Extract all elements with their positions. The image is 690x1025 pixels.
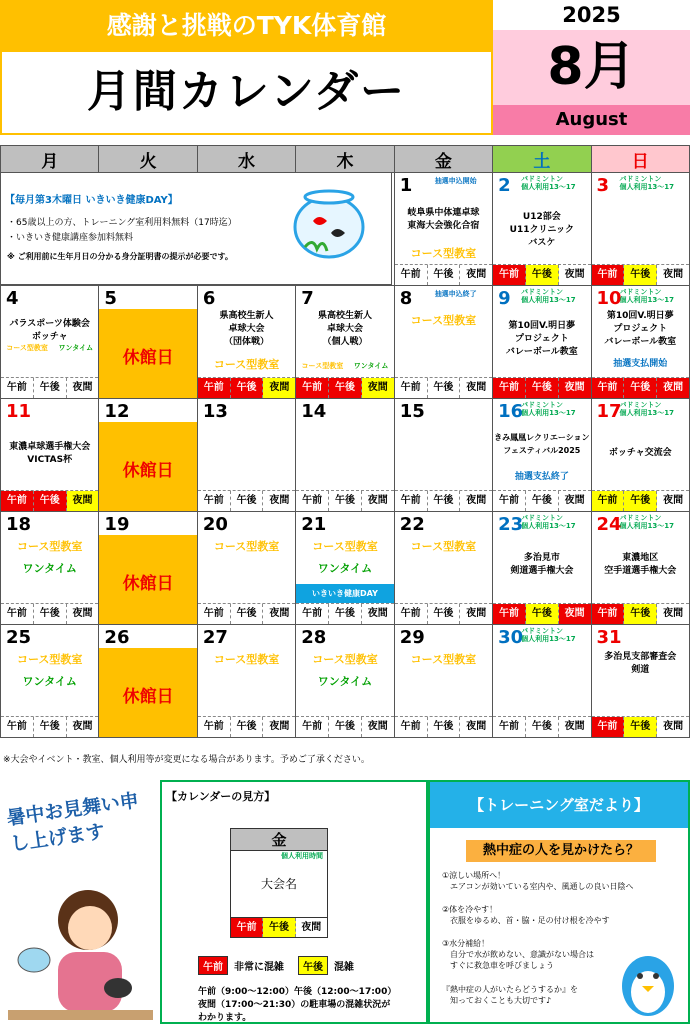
day-event: 多治見支部審査会 剣道: [604, 652, 677, 675]
weekday-sun: 日: [591, 146, 689, 173]
day-number: 16: [498, 401, 524, 422]
day-event: 東濃地区 空手道選手権大会: [604, 553, 677, 576]
slot-am: 午前: [493, 717, 526, 737]
day-25[interactable]: [1, 625, 99, 738]
day-18[interactable]: [1, 512, 99, 625]
day-note: バドミントン 個人利用13～17: [619, 401, 675, 417]
closed-label: 休館日: [99, 535, 196, 624]
slot-night: 夜間: [564, 269, 585, 280]
day-6[interactable]: [197, 286, 295, 399]
payment-note: 抽選支払終了: [514, 472, 569, 482]
legend-kind: 個人利用時間: [281, 852, 323, 860]
slot-am: 午前: [198, 717, 231, 737]
slot-night: 夜間: [72, 721, 93, 732]
header: [0, 0, 690, 135]
intro-line-1: ・65歳以上の方、トレーニング室利用料無料（17時迄）: [7, 218, 237, 228]
slot-am: 午前: [296, 604, 329, 624]
greeting-text: 暑中お見舞い申し上げます: [5, 789, 141, 856]
slot-pm: 午後: [428, 717, 461, 737]
week-3: [1, 399, 690, 512]
day-8[interactable]: [394, 286, 492, 399]
disclaimer: ※大会やイベント・教室、個人利用等が変更になる場合があります。予めご了承ください。: [3, 755, 370, 765]
day-number: 1: [399, 175, 413, 196]
training-title: 【トレーニング室だより】: [430, 782, 688, 828]
day-number: 30: [498, 627, 524, 648]
slot-night: 夜間: [657, 378, 689, 398]
slots: [395, 264, 492, 285]
slot-pm: 午後: [624, 717, 657, 737]
weekday-thu: 木: [296, 146, 394, 173]
slot-am: 午前: [198, 491, 231, 511]
brand-title: 感謝と挑戦のTYK体育館: [0, 0, 493, 52]
day-number: 9: [498, 288, 511, 309]
slot-night: 夜間: [72, 382, 93, 393]
day-number: 4: [6, 288, 19, 309]
day-number: 15: [399, 401, 425, 422]
closed-label: 休館日: [99, 422, 196, 511]
training-news: [428, 780, 690, 1024]
legend-yellow-text: 混雑: [334, 962, 354, 973]
legend-sample-cell: [230, 828, 328, 938]
legend-key: [198, 956, 354, 975]
day-number: 21: [301, 514, 327, 535]
penguin-icon: [616, 942, 680, 1020]
day-11[interactable]: [1, 399, 99, 512]
onetime-class: ワンタイム: [317, 675, 373, 688]
day-number: 11: [6, 401, 32, 422]
day-event: 第10回V.明日夢 プロジェクト バレーボール教室: [505, 321, 578, 357]
day-number: 7: [301, 288, 314, 309]
day-12[interactable]: [99, 399, 197, 512]
day-note: バドミントン 個人利用13～17: [619, 288, 675, 304]
day-16[interactable]: [493, 399, 591, 512]
calendar-title: 月間カレンダー: [0, 52, 493, 135]
slot-am: 午前: [395, 265, 428, 285]
slot-pm: 午後: [231, 717, 264, 737]
day-number: 18: [6, 514, 32, 535]
day-event: 県高校生新人 卓球大会 （団体戦）: [219, 311, 274, 347]
day-number: 14: [301, 401, 327, 422]
slot-pm: 午後: [526, 491, 559, 511]
slot-pm: 午後: [329, 378, 362, 398]
course-class: コース型教室: [410, 540, 477, 553]
day-14[interactable]: [296, 399, 394, 512]
day-number: 19: [104, 514, 130, 535]
day-27[interactable]: [197, 625, 295, 738]
day-number: 24: [596, 514, 622, 535]
day-13[interactable]: [197, 399, 295, 512]
day-note: バドミントン 個人利用13～17: [521, 514, 576, 530]
day-event: パラスポーツ体験会 ボッチャ: [9, 319, 90, 342]
slot-night: 夜間: [663, 495, 684, 506]
course-class: コース型教室: [410, 247, 477, 260]
weekday-header: [1, 146, 690, 173]
day-number: 25: [6, 627, 32, 648]
day-event: 岐阜県中体連卓球 東海大会強化合宿: [407, 208, 480, 231]
slot-night: 夜間: [564, 721, 585, 732]
intro-title: 【毎月第3木曜日 いきいき健康DAY】: [5, 195, 178, 206]
slot-night: 夜間: [564, 495, 585, 506]
slot-night: 夜間: [362, 378, 394, 398]
goldfish-bowl-icon: [291, 181, 367, 261]
slot-pm: 午後: [34, 491, 67, 511]
legend-title: 【カレンダーの見方】: [166, 790, 276, 803]
slot-night: 夜間: [466, 269, 487, 280]
legend-slot-pm: 午後: [263, 918, 295, 937]
day-course: コース型教室: [6, 344, 48, 352]
onetime-class: ワンタイム: [22, 562, 77, 575]
slot-am: 午前: [592, 265, 625, 285]
slot-pm: 午後: [428, 265, 461, 285]
onetime-class: ワンタイム: [317, 562, 373, 575]
slot-am: 午前: [493, 265, 526, 285]
day-note: バドミントン 個人利用13～17: [619, 514, 675, 530]
slot-pm: 午後: [526, 604, 559, 624]
day-number: 23: [498, 514, 524, 535]
weekday-fri: 金: [394, 146, 492, 173]
day-number: 5: [104, 288, 117, 309]
day-event: 県高校生新人 卓球大会 （個人戦）: [317, 311, 372, 347]
slot-am: 午前: [198, 378, 231, 398]
day-number: 10: [596, 288, 622, 309]
day-note: バドミントン 個人利用13～17: [521, 288, 576, 304]
slot-night: 夜間: [466, 495, 487, 506]
slot-night: 夜間: [663, 269, 684, 280]
slot-am: 午前: [592, 491, 625, 511]
day-10[interactable]: [591, 286, 689, 399]
day-24[interactable]: [591, 512, 689, 625]
day-23[interactable]: [493, 512, 591, 625]
course-class: コース型教室: [16, 540, 83, 553]
week-2: [1, 286, 690, 399]
slot-pm: 午後: [231, 604, 264, 624]
day-number: 20: [202, 514, 228, 535]
slot-night: 夜間: [72, 608, 93, 619]
day-note: バドミントン 個人利用13～17: [521, 627, 576, 643]
slot-am: 午前: [395, 717, 428, 737]
slot-pm: 午後: [231, 491, 264, 511]
course-class: コース型教室: [213, 653, 280, 666]
slot-am: 午前: [1, 717, 34, 737]
day-note: バドミントン 個人利用13～17: [619, 175, 675, 191]
day-event: 第10回V.明日夢 プロジェクト バレーボール教室: [604, 311, 677, 347]
slot-pm: 午後: [624, 265, 657, 285]
slot-pm: 午後: [428, 604, 461, 624]
day-course: コース型教室: [301, 362, 344, 370]
day-note: バドミントン 個人利用13～17: [521, 401, 576, 417]
summer-greeting: [0, 780, 160, 1024]
slot-pm: 午後: [329, 604, 362, 624]
weekday-tue: 火: [99, 146, 197, 173]
day-number: 28: [301, 627, 327, 648]
day-number: 6: [202, 288, 216, 309]
training-subtitle: 熱中症の人を見かけたら？: [466, 840, 656, 862]
slot-night: 夜間: [67, 491, 99, 511]
weekday-wed: 水: [197, 146, 295, 173]
legend-slot-night: 夜間: [301, 922, 322, 933]
slot-am: 午前: [296, 491, 329, 511]
slot-night: 夜間: [559, 378, 591, 398]
onetime-class: ワンタイム: [22, 675, 77, 688]
legend-red-text: 非常に混雑: [234, 962, 284, 973]
day-21[interactable]: [296, 512, 394, 625]
day-note: バドミントン 個人利用13～17: [521, 175, 576, 191]
day-9[interactable]: [493, 286, 591, 399]
slot-pm: 午後: [624, 491, 657, 511]
slot-night: 夜間: [663, 721, 684, 732]
day-number: 17: [596, 401, 622, 422]
legend-explanation: 午前（9:00～12:00）午後（12:00～17:00） 夜間（17:00～21:30）の駐車場の混雑状況が わかります。: [198, 987, 397, 1023]
day-number: 12: [104, 401, 130, 422]
legend-day: 金: [231, 829, 327, 851]
day-number: 13: [202, 401, 228, 422]
day-31[interactable]: [591, 625, 689, 738]
tip-2: ②体を冷やす！ 衣服をゆるめ、首・脇・足の付け根を冷やす: [442, 905, 610, 925]
day-event: ボッチャ交流会: [608, 448, 672, 458]
slot-am: 午前: [592, 717, 625, 737]
tip-1: ①涼しい場所へ！ エアコンが効いている室内や、風通しの良い日陰へ: [442, 871, 634, 891]
slot-night: 夜間: [269, 721, 290, 732]
closed-label: 休館日: [99, 648, 196, 737]
legend-red-chip: 午前: [198, 956, 228, 975]
slot-pm: 午後: [526, 265, 559, 285]
day-30[interactable]: [493, 625, 591, 738]
month: 8月: [493, 30, 690, 105]
woman-fan-icon: [8, 870, 153, 1020]
slot-pm: 午後: [526, 717, 559, 737]
slot-am: 午前: [592, 604, 625, 624]
day-note: 抽選申込開始: [434, 177, 477, 185]
slot-am: 午前: [493, 491, 526, 511]
day-15[interactable]: [394, 399, 492, 512]
intro-line-2: ・いきいき健康講座参加料無料: [7, 233, 134, 243]
course-class: コース型教室: [213, 540, 280, 553]
day-7[interactable]: [296, 286, 394, 399]
slot-night: 夜間: [367, 495, 388, 506]
tip-3: ③水分補給！ 自分で水が飲めない、意識がない場合は すぐに救急車を呼びましょう: [442, 939, 594, 970]
day-number: 8: [399, 288, 413, 309]
legend-yellow-chip: 午後: [298, 956, 328, 975]
day-28[interactable]: [296, 625, 394, 738]
slot-pm: 午後: [34, 378, 67, 398]
slot-am: 午前: [493, 378, 526, 398]
day-number: 2: [498, 175, 511, 196]
day-26[interactable]: [99, 625, 197, 738]
day-note: 抽選申込終了: [434, 290, 477, 298]
day-number: 29: [399, 627, 425, 648]
slot-pm: 午後: [329, 491, 362, 511]
day-number: 27: [202, 627, 228, 648]
day-3[interactable]: [591, 173, 689, 286]
ikiki-health-day: いきいき健康DAY: [296, 584, 393, 603]
slot-night: 夜間: [367, 608, 388, 619]
day-22[interactable]: [394, 512, 492, 625]
slot-pm: 午後: [329, 717, 362, 737]
day-number: 26: [104, 627, 130, 648]
day-17[interactable]: [591, 399, 689, 512]
course-class: コース型教室: [312, 540, 378, 553]
slot-night: 夜間: [269, 608, 290, 619]
slot-am: 午前: [592, 378, 625, 398]
slot-am: 午前: [296, 378, 329, 398]
ikiki-intro: [0, 172, 392, 285]
legend-event-name: 大会名: [260, 877, 297, 891]
slot-am: 午前: [1, 604, 34, 624]
day-5[interactable]: [99, 286, 197, 399]
payment-note: 抽選支払開始: [613, 359, 668, 369]
slot-pm: 午後: [428, 378, 461, 398]
slot-night: 夜間: [663, 608, 684, 619]
slot-pm: 午後: [34, 604, 67, 624]
bottom-panel: [0, 780, 690, 1024]
slot-pm: 午後: [34, 717, 67, 737]
legend-slots: [231, 917, 327, 937]
slot-pm: 午後: [624, 604, 657, 624]
slot-night: 夜間: [466, 382, 487, 393]
day-onetime: ワンタイム: [58, 344, 94, 352]
day-4[interactable]: [1, 286, 99, 399]
slots: [493, 264, 590, 285]
slot-night: 夜間: [269, 495, 290, 506]
course-class: コース型教室: [410, 314, 477, 327]
month-english: August: [493, 105, 690, 135]
slot-am: 午前: [395, 604, 428, 624]
day-2[interactable]: [493, 173, 591, 286]
weekday-sat: 土: [493, 146, 591, 173]
closed-label: 休館日: [99, 309, 196, 398]
slot-pm: 午後: [428, 491, 461, 511]
day-29[interactable]: [394, 625, 492, 738]
day-1[interactable]: [394, 173, 492, 286]
slot-am: 午前: [395, 491, 428, 511]
day-20[interactable]: [197, 512, 295, 625]
day-number: 31: [596, 627, 622, 648]
year: 2025: [493, 0, 690, 30]
slot-night: 夜間: [466, 721, 487, 732]
slot-am: 午前: [1, 491, 34, 511]
course-class: コース型教室: [312, 653, 378, 666]
slot-night: 夜間: [367, 721, 388, 732]
tip-4: 『熱中症の人がいたらどうするか』を 知っておくことも大切です♪: [442, 985, 578, 1005]
slot-night: 夜間: [466, 608, 487, 619]
day-event: 東濃卓球選手権大会 VICTAS杯: [9, 442, 91, 465]
day-number: 3: [596, 175, 610, 196]
slot-night: 夜間: [559, 604, 591, 624]
course-class: コース型教室: [16, 653, 83, 666]
slots: [592, 264, 689, 285]
slot-pm: 午後: [526, 378, 559, 398]
slot-am: 午前: [395, 378, 428, 398]
slot-pm: 午後: [231, 378, 264, 398]
slot-pm: 午後: [624, 378, 657, 398]
slot-am: 午前: [493, 604, 526, 624]
week-4: [1, 512, 690, 625]
course-class: コース型教室: [213, 358, 280, 371]
day-event: きみ鳳凰レクリエーション フェスティバル2025: [494, 433, 590, 455]
day-number: 22: [399, 514, 425, 535]
legend-panel: [160, 780, 428, 1024]
slot-am: 午前: [296, 717, 329, 737]
slot-night: 夜間: [263, 378, 295, 398]
weekday-mon: 月: [1, 146, 99, 173]
day-onetime: ワンタイム: [353, 362, 389, 370]
slot-am: 午前: [1, 378, 34, 398]
intro-note: ※ ご利用前に生年月日の分かる身分証明書の提示が必要です。: [7, 252, 233, 261]
day-event: U12部会 U11クリニック バスケ: [509, 212, 574, 248]
week-5: [1, 625, 690, 738]
course-class: コース型教室: [410, 653, 477, 666]
day-19[interactable]: [99, 512, 197, 625]
day-event: 多治見市 剣道選手権大会: [510, 553, 574, 576]
legend-slot-am: 午前: [231, 918, 263, 937]
slot-am: 午前: [198, 604, 231, 624]
